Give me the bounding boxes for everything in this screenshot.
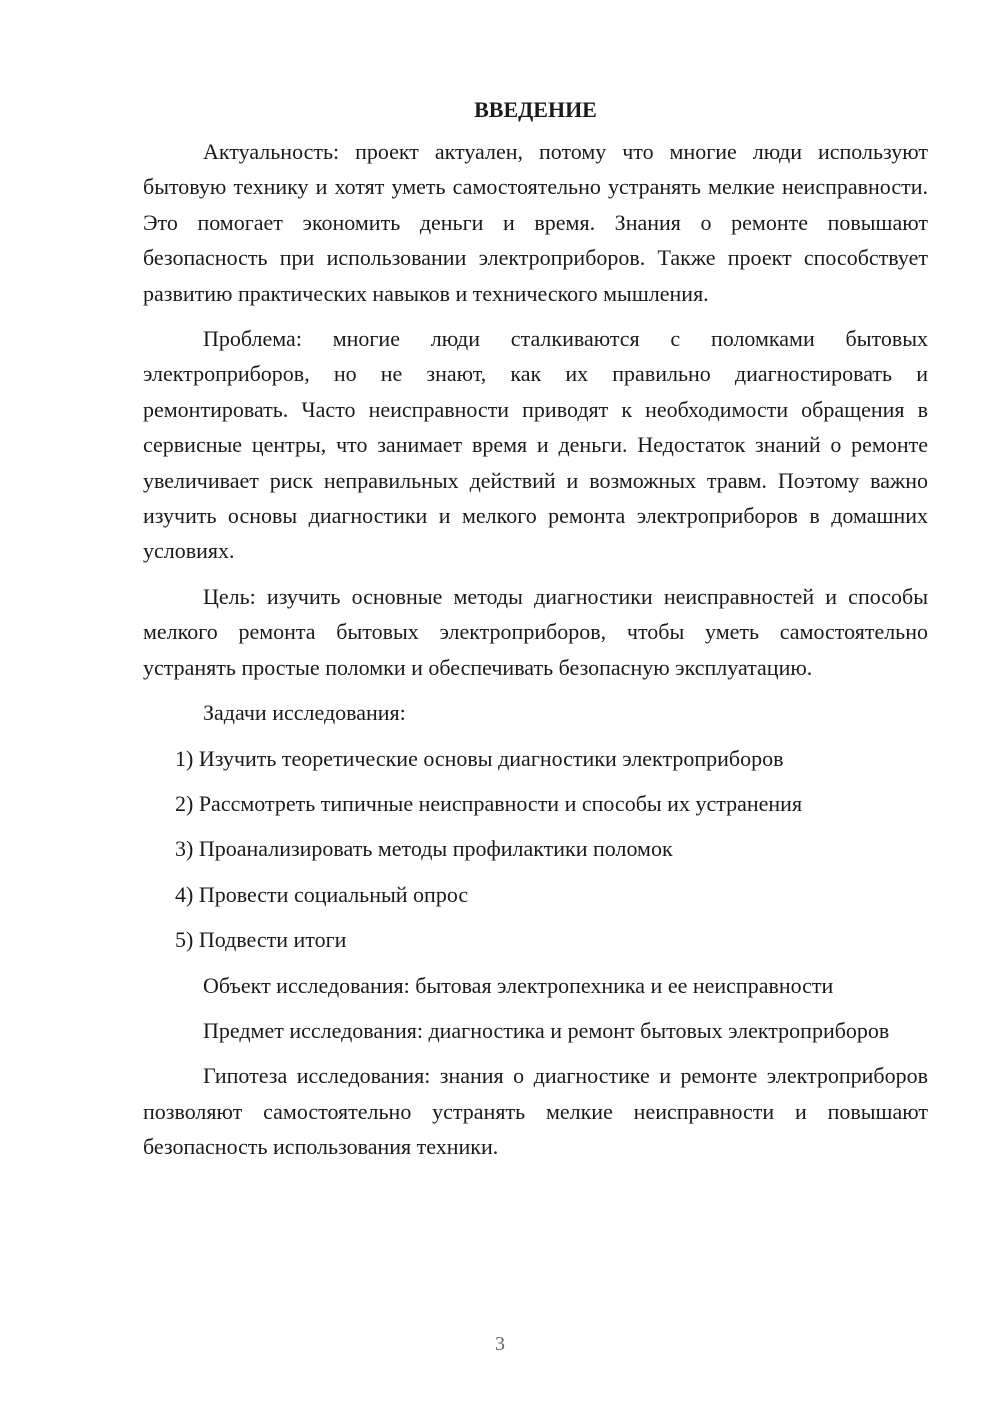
- subject-paragraph: Предмет исследования: диагностика и ремонт бытовых электроприборов: [203, 1017, 890, 1043]
- task-item-2: 2) Рассмотреть типичные неисправности и способы их устранения: [175, 790, 803, 816]
- task-list: [143, 741, 928, 958]
- relevance-paragraph: Актуальность: проект актуален, потому что многие люди используют бытовую технику и хотят уметь самостоятельно устранять мелкие неисправности. Это помогает экономить деньги и время. Знания о ремонте повышают безопасность при использовании электроприборов. Также проект способствует развитию практических навыков и технического мышления.: [143, 139, 928, 306]
- page-number: 3: [495, 1333, 505, 1355]
- task-item-3: 3) Проанализировать методы профилактики поломок: [175, 836, 673, 862]
- task-item-1: 1) Изучить теоретические основы диагностики электроприборов: [175, 745, 784, 771]
- task-item-5: 5) Подвести итоги: [175, 927, 347, 953]
- tasks-heading: Задачи исследования:: [203, 700, 406, 726]
- task-item-4: 4) Провести социальный опрос: [175, 881, 469, 907]
- problem-paragraph: Проблема: многие люди сталкиваются с поломками бытовых электроприборов, но не знают, как их правильно диагностировать и ремонтировать. Часто неисправности приводят к необходимости обращения в сервисные центры, что занимает время и деньги. Недостаток знаний о ремонте увеличивает риск неправильных действий и возможных травм. Поэтому важно изучить основы диагностики и мелкого ремонта электроприборов в домашних условиях.: [143, 326, 928, 564]
- object-paragraph: Объект исследования: бытовая электропехника и ее неисправности: [203, 972, 834, 998]
- document-page: [143, 94, 928, 1175]
- section-title: ВВЕДЕНИЕ: [474, 97, 597, 122]
- goal-paragraph: Цель: изучить основные методы диагностики неисправностей и способы мелкого ремонта бытовых электроприборов, чтобы уметь самостоятельно устранять простые поломки и обеспечивать безопасную эксплуатацию.: [143, 583, 928, 680]
- hypothesis-paragraph: Гипотеза исследования: знания о диагностике и ремонте электроприборов позволяют самостоятельно устранять мелкие неисправности и повышают безопасность использования техники.: [143, 1063, 928, 1160]
